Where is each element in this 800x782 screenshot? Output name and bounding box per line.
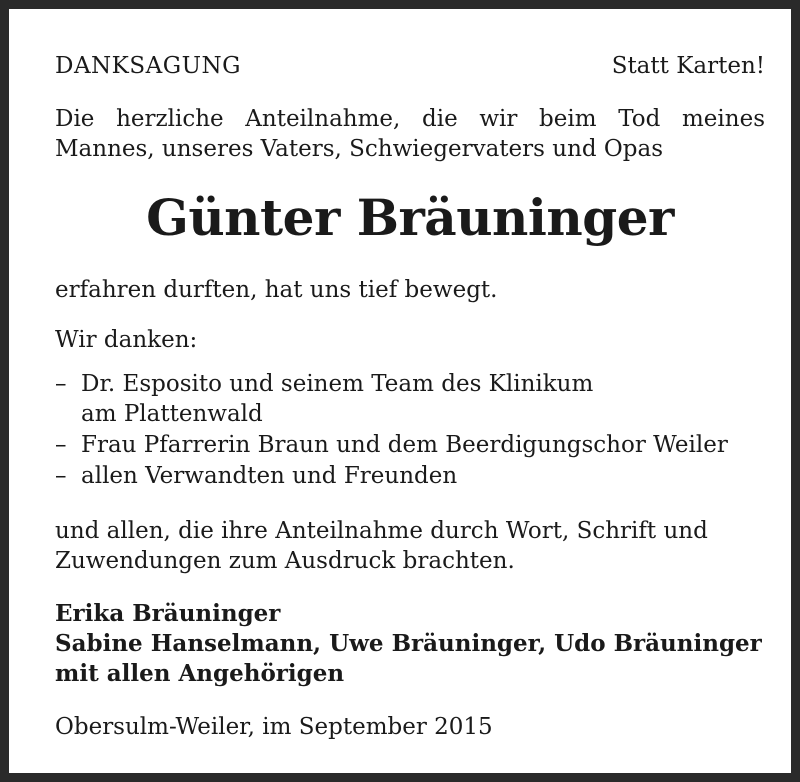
thanks-item-text: allen Verwandten und Freunden: [81, 463, 458, 489]
after-name-text: erfahren durften, hat uns tief bewegt.: [55, 277, 498, 303]
place-date: Obersulm-Weiler, im September 2015: [55, 714, 493, 740]
thanks-item-text: Dr. Esposito und seinem Team des Klinikum: [81, 371, 594, 397]
thanks-item-text: am Plattenwald: [81, 401, 263, 427]
closing-line-1: und allen, die ihre Anteilnahme durch Wort, Schrift und: [55, 518, 708, 544]
signature-line-3: mit allen Angehörigen: [55, 660, 345, 687]
signature-line-2: Sabine Hanselmann, Uwe Bräuninger, Udo Bräuninger: [55, 630, 762, 657]
thanks-heading: Wir danken:: [55, 327, 198, 353]
bullet-dash: –: [55, 371, 67, 397]
closing-line-2: Zuwendungen zum Ausdruck brachten.: [55, 548, 515, 574]
signature-line-1: Erika Bräuninger: [55, 600, 281, 627]
intro-line-1: Die herzliche Anteilnahme, die wir beim Tod meines: [55, 106, 765, 132]
deceased-name: Günter Bräuninger: [146, 188, 674, 247]
notice-tagline: Statt Karten!: [611, 53, 765, 79]
bullet-dash: –: [55, 463, 67, 489]
notice-heading: DANKSAGUNG: [55, 53, 241, 79]
intro-line-2: Mannes, unseres Vaters, Schwiegervaters und Opas: [55, 136, 664, 162]
thanks-item-text: Frau Pfarrerin Braun und dem Beerdigungschor Weiler: [81, 432, 728, 458]
bullet-dash: –: [55, 432, 67, 458]
